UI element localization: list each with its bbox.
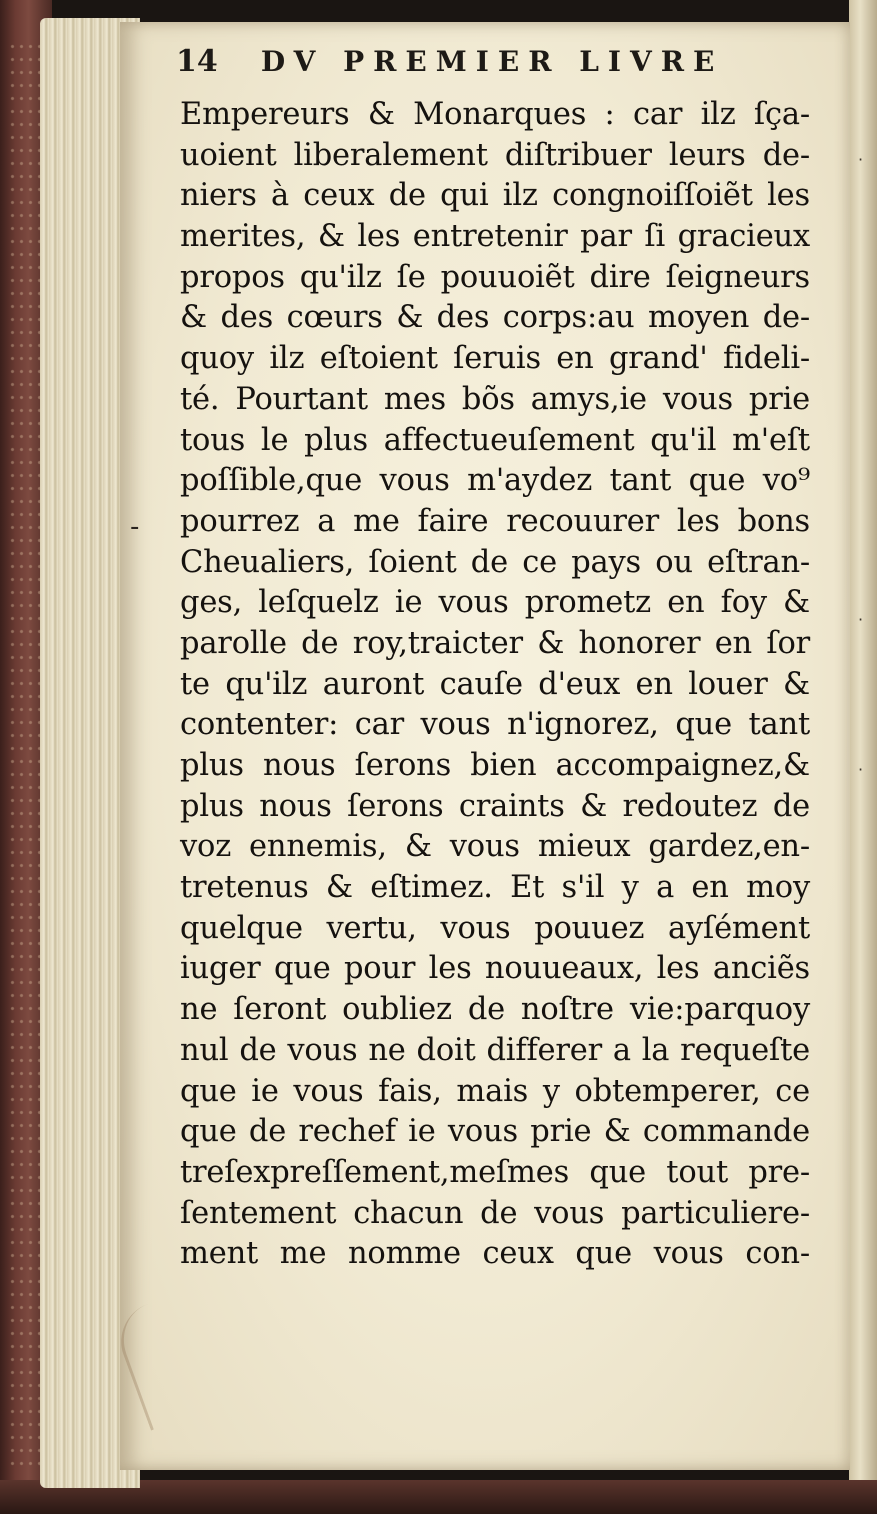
text-line: ne ſeront oubliez de noſtre vie:parquoy xyxy=(180,992,810,1028)
edge-mark: · xyxy=(858,610,864,629)
margin-mark: - xyxy=(130,512,140,542)
text-line: niers à ceux de qui ilz congnoiſſoiẽt les xyxy=(180,178,810,214)
running-head: DV PREMIER LIVRE xyxy=(260,45,724,78)
text-line: contenter: car vous n'ignorez, que tant xyxy=(180,707,810,743)
page-number: 14 xyxy=(176,44,218,79)
text-line: poſſible,que vous m'aydez tant que vo⁹ xyxy=(180,463,810,499)
page-header xyxy=(176,44,723,79)
body-text xyxy=(180,95,810,1275)
text-line: & des cœurs & des corps:au moyen de- xyxy=(180,300,810,336)
text-line: iuger que pour les nouueaux, les anciẽs xyxy=(180,951,810,987)
text-line: tretenus & eſtimez. Et s'il y a en moy xyxy=(180,870,810,906)
text-line: pourrez a me faire recouurer les bons xyxy=(180,503,810,539)
text-line: té. Pourtant mes bõs amys,ie vous prie xyxy=(180,381,810,417)
text-line: treſexpreſſement,meſmes que tout pre- xyxy=(180,1154,810,1190)
text-line: que de rechef ie vous prie & commande xyxy=(180,1114,810,1150)
text-line: quelque vertu, vous pouuez ayſément xyxy=(180,910,810,946)
text-line: Cheualiers, ſoient de ce pays ou eſtran- xyxy=(180,544,810,580)
text-line: voz ennemis, & vous mieux gardez,en- xyxy=(180,829,810,865)
text-line: plus nous ſerons craints & redoutez de xyxy=(180,788,810,824)
text-line: parolle de roy,traicter & honorer en ſor xyxy=(180,625,810,661)
edge-mark: · xyxy=(858,760,864,779)
edge-mark: · xyxy=(858,150,864,169)
binding-texture xyxy=(8,40,42,1470)
text-line: merites, & les entretenir par ſi gracieux xyxy=(180,219,810,255)
text-line: quoy ilz eſtoient ſeruis en grand' fideli- xyxy=(180,341,810,377)
text-line: tous le plus affectueuſement qu'il m'eſt xyxy=(180,422,810,458)
text-line: que ie vous fais, mais y obtemperer, ce xyxy=(180,1073,810,1109)
facing-page-edge xyxy=(849,0,877,1514)
text-line: plus nous ſerons bien accompaignez,& xyxy=(180,748,810,783)
text-line: ſentement chacun de vous particuliere- xyxy=(180,1195,810,1231)
text-line: Empereurs & Monarques : car ilz ſça- xyxy=(180,97,810,132)
text-line: uoient liberalement diſtribuer leurs de- xyxy=(180,137,810,173)
text-line: ment me nomme ceux que vous con- xyxy=(180,1236,810,1272)
text-line: nul de vous ne doit differer a la requeſte xyxy=(180,1032,810,1068)
text-line: ges, leſquelz ie vous prometz en foy & xyxy=(180,585,810,621)
text-line: propos qu'ilz ſe pouuoiẽt dire ſeigneurs xyxy=(180,259,810,295)
text-line: te qu'ilz auront cauſe d'eux en louer & xyxy=(180,666,810,702)
